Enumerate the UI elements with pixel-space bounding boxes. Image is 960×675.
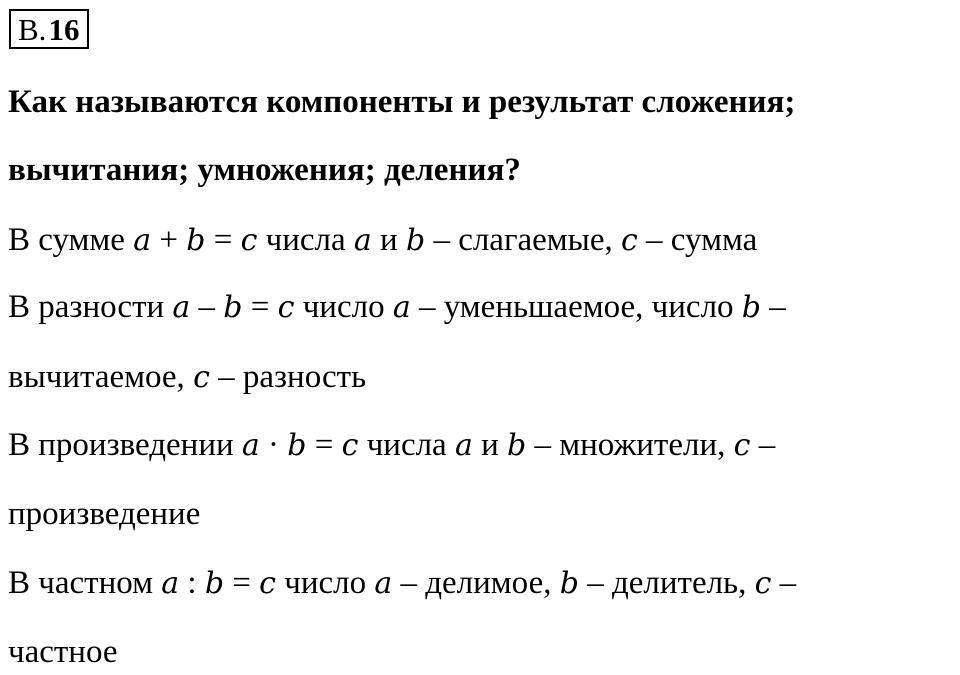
var-a: a: [161, 566, 180, 601]
text: и: [371, 222, 406, 258]
var-c: c: [341, 428, 359, 463]
var-a: a: [353, 223, 372, 258]
operator-equals: =: [224, 565, 260, 601]
text: число: [275, 565, 375, 601]
text: – разность: [209, 359, 367, 395]
var-a: a: [172, 290, 191, 325]
answer-difference-line-2: [8, 357, 366, 398]
operator-minus: –: [190, 289, 224, 325]
var-c: c: [733, 428, 751, 463]
var-a: a: [454, 428, 473, 463]
var-b: b: [204, 566, 225, 601]
var-c: c: [620, 223, 638, 258]
var-b: b: [405, 223, 426, 258]
text: – множители,: [526, 427, 734, 463]
operator-equals: =: [306, 427, 342, 463]
var-a: a: [133, 223, 152, 258]
text: числа: [257, 222, 354, 258]
answer-difference-line-1: [8, 287, 786, 328]
text: В произведении: [8, 427, 242, 463]
text: числа: [358, 427, 455, 463]
text: В частном: [8, 565, 162, 601]
operator-equals: =: [242, 289, 278, 325]
answer-quotient-line-1: [8, 563, 796, 604]
var-b: b: [507, 428, 527, 463]
answer-quotient-line-2: [8, 632, 118, 672]
text: – уменьшаемое, число: [410, 289, 742, 325]
var-c: c: [193, 360, 210, 395]
answer-product-line-2: [8, 494, 200, 534]
operator-dot: ·: [259, 427, 288, 463]
var-b: b: [741, 290, 762, 325]
text: – сумма: [637, 222, 758, 258]
text: –: [750, 427, 776, 463]
text: – делимое,: [392, 565, 560, 601]
operator-plus: +: [151, 222, 187, 258]
var-b: b: [287, 428, 307, 463]
text: – делитель,: [578, 565, 755, 601]
text: вычитаемое,: [8, 359, 194, 395]
text: – слагаемые,: [425, 222, 621, 258]
var-c: c: [240, 223, 258, 258]
operator-equals: =: [205, 222, 241, 258]
answer-product-line-1: [8, 425, 775, 466]
text: –: [771, 565, 797, 601]
var-a: a: [241, 428, 260, 463]
var-a: a: [374, 566, 393, 601]
var-c: c: [754, 566, 772, 601]
text: произведение: [8, 496, 201, 532]
text: и: [472, 427, 508, 463]
badge-number: 16: [48, 11, 80, 47]
question-line-2: вычитания; умножения; деления?: [8, 152, 521, 188]
var-b: b: [186, 223, 206, 258]
text: В разности: [8, 289, 173, 325]
var-c: c: [259, 566, 276, 601]
text: число: [294, 289, 393, 325]
answer-sum-line: [8, 220, 757, 261]
var-b: b: [223, 290, 243, 325]
text: частное: [8, 634, 118, 670]
operator-colon: :: [179, 565, 205, 601]
var-c: c: [277, 290, 295, 325]
text: В сумме: [8, 222, 134, 258]
question-line-1: Как называются компоненты и результат сложения;: [8, 84, 796, 120]
text: –: [761, 289, 786, 325]
var-a: a: [392, 290, 411, 325]
var-b: b: [559, 566, 579, 601]
question-number-badge: [9, 9, 89, 49]
badge-prefix: В.: [18, 11, 47, 47]
